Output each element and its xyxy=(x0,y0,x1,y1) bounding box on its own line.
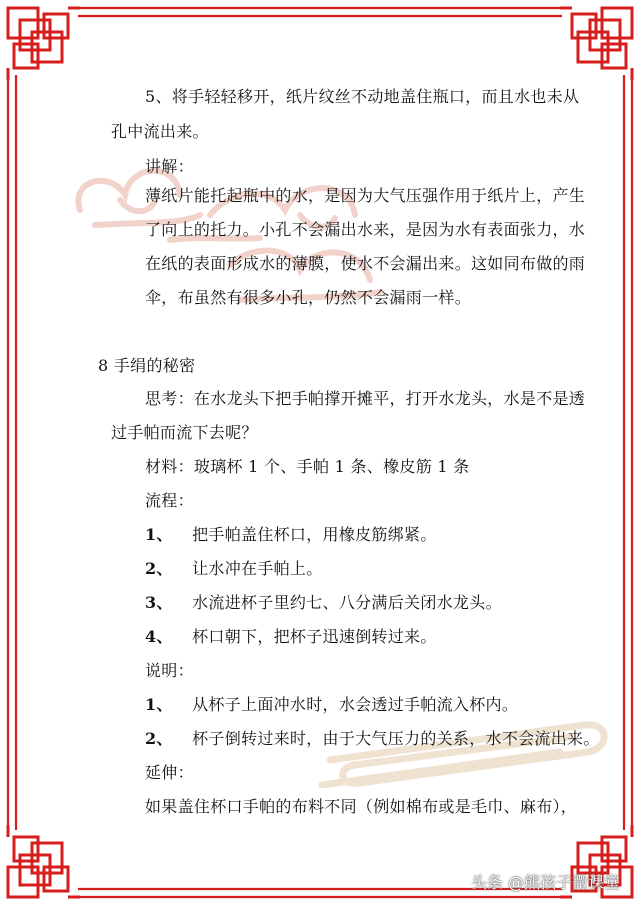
p5-line1: 5、将手轻轻移开，纸片纹丝不动地盖住瓶口，而且水也未从 xyxy=(145,87,580,106)
step-4 xyxy=(145,627,437,647)
section-title: 8 手绢的秘密 xyxy=(98,356,196,375)
note-number: 2、 xyxy=(145,729,173,748)
extend-line1: 如果盖住杯口手帕的布料不同（例如棉布或是毛巾、麻布）， xyxy=(145,797,578,816)
note-2 xyxy=(145,729,600,749)
step-number: 1、 xyxy=(145,525,173,544)
step-1 xyxy=(145,525,437,545)
note-1 xyxy=(145,695,518,715)
explain-line1: 薄纸片能托起瓶中的水，是因为大气压强作用于纸片上，产生 xyxy=(145,186,586,205)
step-number: 4、 xyxy=(145,627,173,646)
think-line1: 思考：在水龙头下把手帕撑开摊平，打开水龙头，水是不是透 xyxy=(145,389,586,408)
explain-line4: 伞，布虽然有很多小孔，仍然不会漏雨一样。 xyxy=(145,288,472,307)
note-text: 从杯子上面冲水时，水会透过手帕流入杯内。 xyxy=(192,695,519,714)
step-number: 3、 xyxy=(145,593,173,612)
note-number: 1、 xyxy=(145,695,173,714)
process-label: 流程： xyxy=(145,491,194,510)
note-text: 杯子倒转过来时，由于大气压力的关系，水不会流出来。 xyxy=(192,729,600,748)
explain-line2: 了向上的托力。小孔不会漏出水来，是因为水有表面张力，水 xyxy=(145,220,586,239)
explain-label: 讲解： xyxy=(145,157,194,176)
materials: 材料：玻璃杯 1 个、手帕 1 条、橡皮筋 1 条 xyxy=(145,457,470,476)
source-watermark: 头条 @熊孩子微课堂 xyxy=(470,873,620,892)
step-text: 把手帕盖住杯口，用橡皮筋绑紧。 xyxy=(192,525,437,544)
think-line2: 过手帕而流下去呢？ xyxy=(111,423,258,442)
step-text: 让水冲在手帕上。 xyxy=(192,559,323,578)
p5-line2: 孔中流出来。 xyxy=(111,122,209,141)
step-text: 杯口朝下，把杯子迅速倒转过来。 xyxy=(192,627,437,646)
extend-label: 延伸： xyxy=(145,763,194,782)
explain-line3: 在纸的表面形成水的薄膜，使水不会漏出来。这如同布做的雨 xyxy=(145,254,586,273)
notes-label: 说明： xyxy=(145,661,194,680)
step-text: 水流进杯子里约七、八分满后关闭水龙头。 xyxy=(192,593,502,612)
step-number: 2、 xyxy=(145,559,173,578)
step-2 xyxy=(145,559,323,579)
step-3 xyxy=(145,593,502,613)
